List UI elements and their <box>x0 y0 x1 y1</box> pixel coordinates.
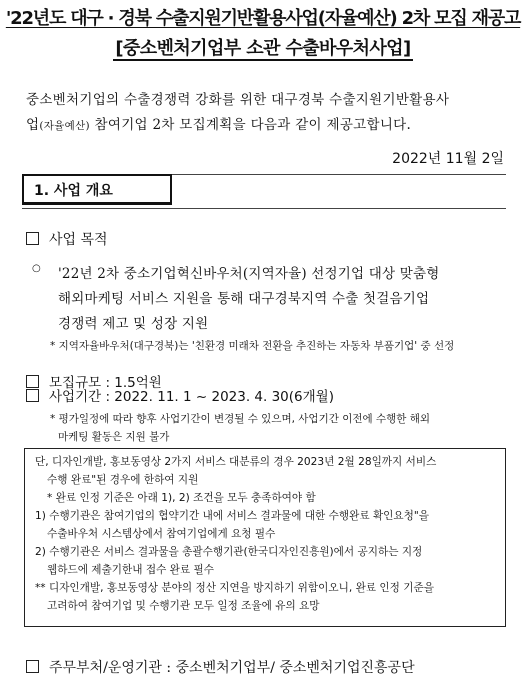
org-item <box>26 657 415 677</box>
intro-line-1: 중소벤처기업의 수출경쟁력 강화를 위한 대구경북 수출지원기반활용사 <box>26 92 450 108</box>
purpose-heading <box>26 229 108 249</box>
box-line-7: 웹하드에 제출기한내 접수 완료 필수 <box>47 564 214 576</box>
purpose-note: * 지역자율바우처(대구경북)는 '친환경 미래차 전환을 추진하는 자동차 부품기업' 중 선정 <box>50 340 455 352</box>
period-text: 사업기간 : 2022. 11. 1 ~ 2023. 4. 30(6개월) <box>49 389 334 405</box>
box-line-1: 단, 디자인개발, 홍보동영상 2가지 서비스 대분류의 경우 2023년 2월 28일까지 서비스 <box>35 456 437 468</box>
circle-bullet-icon: ○ <box>32 263 41 274</box>
notice-title: '22년도 대구 · 경북 수출지원기반활용사업(자율예산) 2차 모집 재공고 <box>5 8 521 29</box>
purpose-heading-text: 사업 목적 <box>49 232 108 248</box>
period-note-line-1: * 평가일정에 따라 향후 사업기간이 변경될 수 있으며, 사업기간 이전에 수행한 해외 <box>50 413 431 425</box>
conditions-box <box>24 448 506 627</box>
intro-line-2 <box>26 113 506 139</box>
square-bullet-icon <box>26 389 39 402</box>
box-line-8: ** 디자인개발, 홍보동영상 분야의 정산 지연을 방지하기 위함이오니, 완료 인정 기준을 <box>35 582 434 594</box>
box-line-6: 2) 수행기관은 서비스 결과물을 총괄수행기관(한국디자인진흥원)에서 공지하는 지정 <box>35 546 423 558</box>
notice-date: 2022년 11월 2일 <box>392 151 504 167</box>
box-line-4: 1) 수행기관은 참여기업의 협약기간 내에 서비스 결과물에 대한 수행완료 확인요청"을 <box>35 510 429 522</box>
purpose-line-1: '22년 2차 중소기업혁신바우처(지역자율) 선정기업 대상 맞춤형 <box>58 266 440 282</box>
intro-line-2-b: 참여기업 2차 모집계획을 다음과 같이 제공고합니다. <box>89 117 412 133</box>
period-note <box>50 410 506 446</box>
square-bullet-icon <box>26 232 39 245</box>
notice-subtitle-text: [중소벤처기업부 소관 수출바우처사업] <box>115 38 411 59</box>
intro-line-2-small: (자율예산) <box>39 120 90 132</box>
intro-paragraph <box>26 88 506 139</box>
purpose-line-2: 해외마케팅 서비스 지원을 통해 대구경북지역 수출 첫걸음기업 <box>58 291 430 307</box>
box-line-2: 수행 완료"된 경우에 한하여 지원 <box>47 474 199 486</box>
period-note-line-2: 마케팅 활동은 지원 불가 <box>58 431 170 443</box>
box-line-5: 수출바우처 시스템상에서 참여기업에게 요청 필수 <box>47 528 276 540</box>
scale-text: 모집규모 : 1.5억원 <box>49 375 162 391</box>
notice-subtitle <box>0 34 526 60</box>
box-line-3: * 완료 인정 기준은 아래 1), 2) 조건을 모두 충족하여야 함 <box>47 492 316 504</box>
section-title: 1. 사업 개요 <box>22 174 172 205</box>
box-line-9: 고려하여 참여기업 및 수행기관 모두 일정 조율에 유의 요망 <box>47 600 320 612</box>
square-bullet-icon <box>26 660 39 673</box>
org-text: 주무부처/운영기관 : 중소벤처기업부/ 중소벤처기업진흥공단 <box>49 660 415 676</box>
intro-line-2-a: 업 <box>26 117 40 133</box>
purpose-line-3: 경쟁력 제고 및 성장 지원 <box>58 316 209 332</box>
purpose-body <box>58 262 508 337</box>
period-item <box>26 385 334 405</box>
